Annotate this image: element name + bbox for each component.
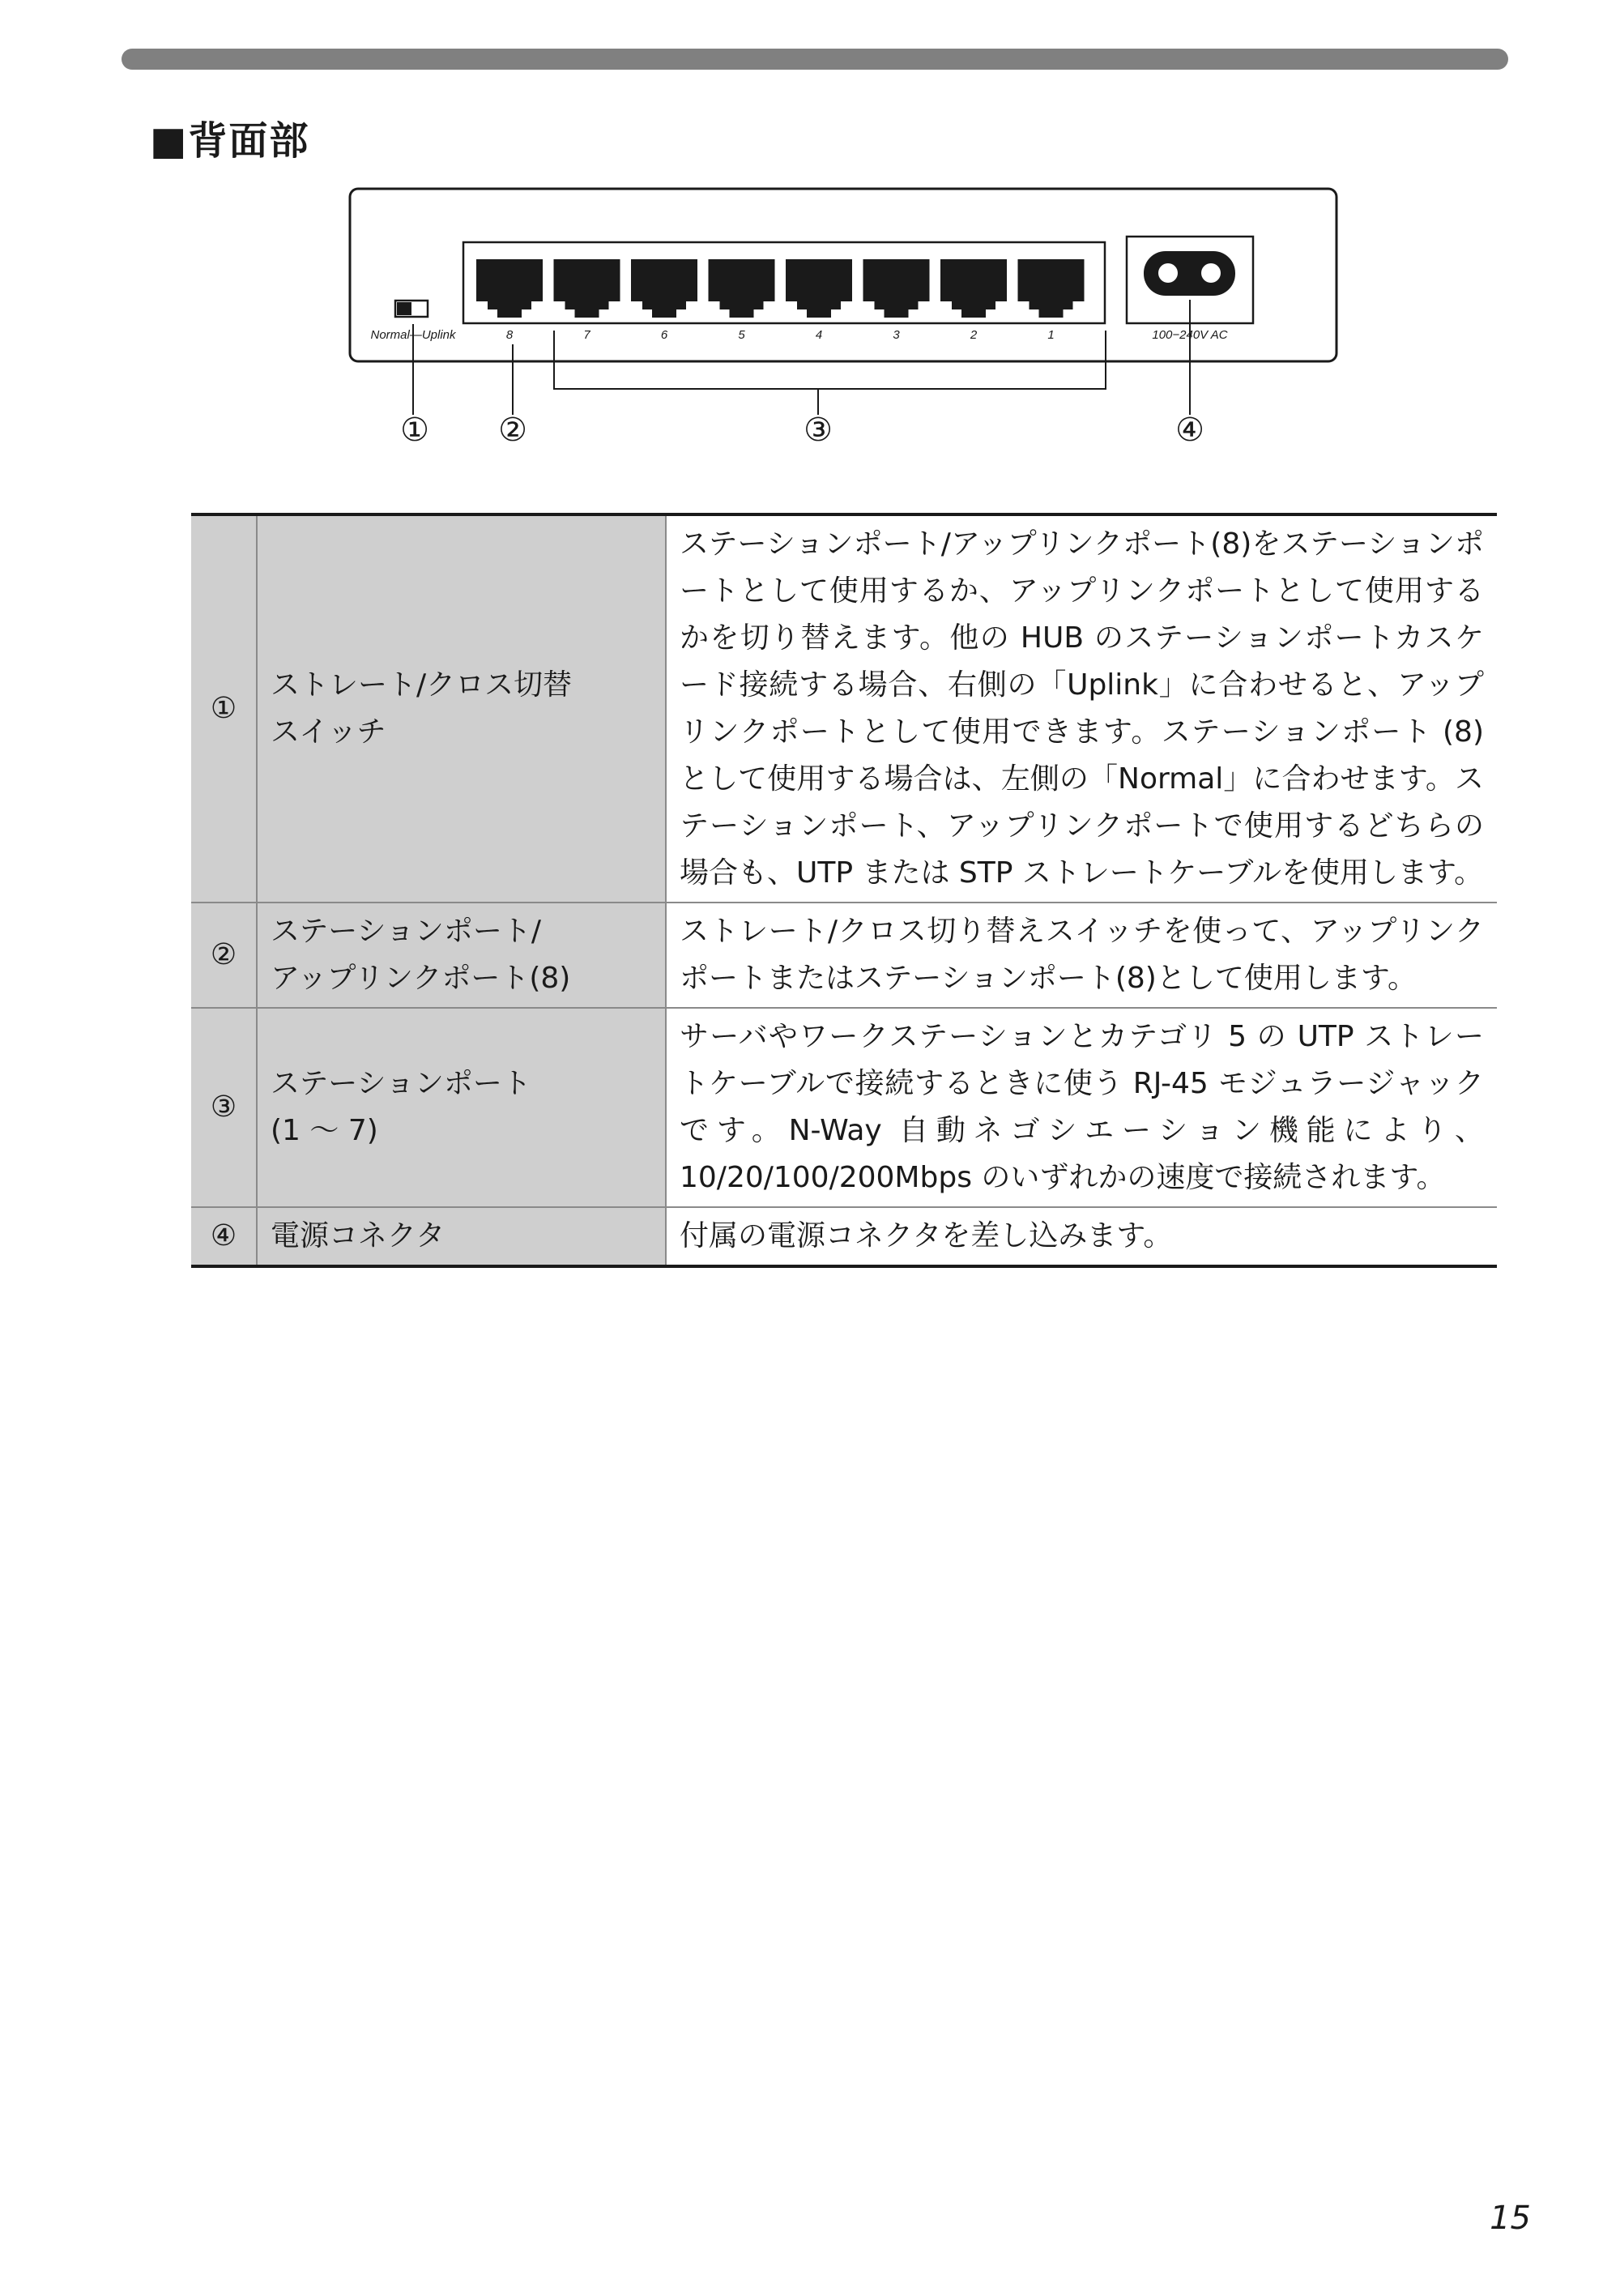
row-name: ステーションポート (1 〜 7) — [257, 1008, 666, 1207]
page-number: 15 — [1490, 2200, 1531, 2237]
row-description: サーバやワークステーションとカテゴリ 5 の UTP ストレートケーブルで接続するときに使う RJ-45 モジュラージャックです。N-Way 自動ネゴシエーション機能により、10/20/100/200Mbps のいずれかの速度で接続されます。 — [666, 1008, 1497, 1207]
port-number-label: 1 — [1047, 328, 1055, 342]
switch-label: Normal—Uplink — [370, 328, 456, 342]
power-label: 100−240V AC — [1152, 328, 1228, 342]
row-description: ストレート/クロス切り替えスイッチを使って、アップリンクポートまたはステーションポート(8)として使用します。 — [666, 903, 1497, 1008]
rear-panel-table — [191, 513, 1497, 1268]
row-name: ストレート/クロス切替 スイッチ — [257, 514, 666, 903]
port-number-label: 8 — [505, 328, 514, 342]
port-number-label: 2 — [970, 328, 978, 342]
table-row — [191, 1207, 1497, 1266]
row-number: ② — [191, 903, 257, 1008]
row-number: ③ — [191, 1008, 257, 1207]
callout-1: ① — [400, 412, 429, 449]
row-description: 付属の電源コネクタを差し込みます。 — [680, 1219, 1173, 1253]
callout-2: ② — [498, 412, 527, 449]
callout-4: ④ — [1175, 412, 1204, 449]
section-title: ■背面部 — [150, 118, 310, 164]
row-number: ④ — [191, 1207, 257, 1266]
port-number-label: 4 — [815, 328, 823, 342]
table-row — [191, 1008, 1497, 1207]
callout-3: ③ — [804, 412, 833, 449]
row-description: ステーションポート/アップリンクポート(8)をステーションポートとして使用するか、アップリンクポートとして使用するかを切り替えます。他の HUB のステーションポートカスケード接続する場合、右側の「Uplink」に合わせると、アップリンクポートとして使用できます。ステーションポート (8) として使用する場合は、左側の「Normal」に合わせます。ステーションポート、アップリンクポートで使用するどちらの場合も、UTP または STP ストレートケーブルを使用します。 — [666, 514, 1497, 903]
port-number-label: 3 — [893, 328, 900, 342]
port-number-label: 6 — [660, 328, 668, 342]
row-number: ① — [191, 514, 257, 903]
row-name: 電源コネクタ — [257, 1207, 666, 1266]
uplink-switch — [395, 301, 428, 317]
row-name: ステーションポート/ アップリンクポート(8) — [257, 903, 666, 1008]
table-row — [191, 514, 1497, 903]
port-number-label: 7 — [583, 328, 590, 342]
port-number-label: 5 — [738, 328, 745, 342]
power-socket — [1144, 251, 1235, 296]
table-row — [191, 903, 1497, 1008]
